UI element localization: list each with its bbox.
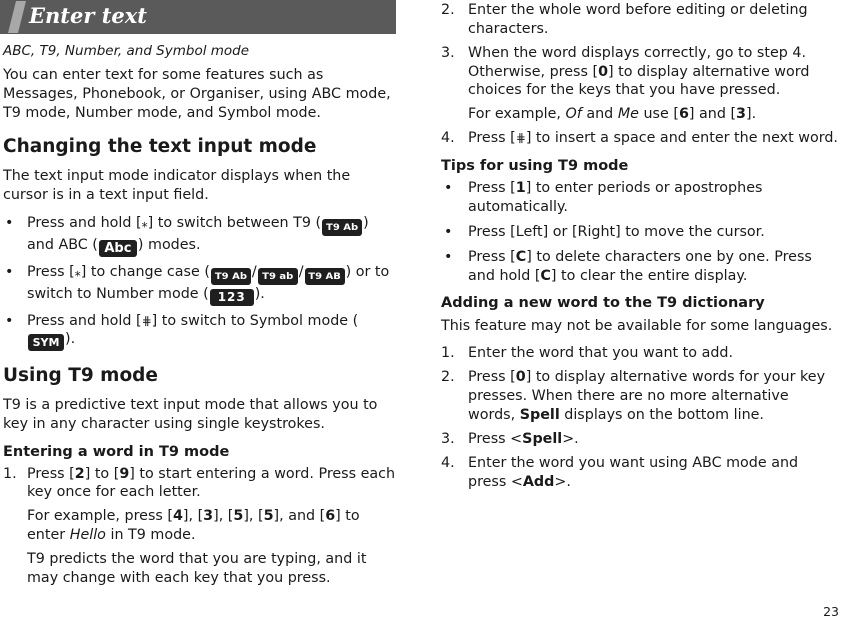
list-item: • Press [1] to enter periods or apostrophes automatically. bbox=[441, 179, 839, 217]
left-column bbox=[0, 0, 396, 597]
t9-mode-icon: T9 Ab bbox=[322, 219, 362, 236]
dictionary-paragraph: This feature may not be available for some languages. bbox=[441, 317, 833, 334]
changing-mode-paragraph: The text input mode indicator displays when the cursor is in a text input field. bbox=[3, 167, 351, 203]
hash-key-icon: ⋕ bbox=[141, 313, 152, 328]
list-item: 1. Press [2] to [9] to start entering a word. Press each key once for each letter. For example, press [4], [3], [5], [5], and [6] to enter Hello in T9 mode. T9 predicts the word that you are typing, and it may change with each key that you press. bbox=[3, 465, 396, 586]
list-item: 2. Press [0] to display alternative words for your key presses. When there are no more alternative words, Spell displays on the bottom line. bbox=[441, 369, 826, 423]
title-bar bbox=[0, 0, 396, 34]
t9-initial-cap-icon: T9 Ab bbox=[211, 268, 251, 285]
page-title: Enter text bbox=[29, 3, 147, 28]
star-key-icon: ⁎ bbox=[141, 215, 148, 230]
star-key-icon: ⁎ bbox=[74, 264, 81, 279]
list-item: • Press and hold [⋕] to switch to Symbol mode (SYM ). bbox=[0, 312, 396, 352]
list-item: • Press [C] to delete characters one by one. Press and hold [C] to clear the entire display. bbox=[441, 248, 839, 286]
dictionary-steps bbox=[441, 344, 839, 491]
example-line: For example, press [4], [3], [5], [5], and [6] to enter Hello in T9 mode. bbox=[27, 508, 360, 544]
list-item: • Press [Left] or [Right] to move the cursor. bbox=[441, 223, 839, 242]
list-item: 2. Enter the whole word before editing or deleting characters. bbox=[441, 2, 808, 37]
right-column bbox=[441, 0, 839, 500]
list-item: 3. Press <Spell>. bbox=[441, 430, 579, 447]
list-item: 4. Enter the word you want using ABC mode and press <Add>. bbox=[441, 454, 799, 490]
t9-paragraph: T9 is a predictive text input mode that allows you to key in any character using single keystrokes. bbox=[3, 396, 378, 432]
list-item: 4. Press [⋕] to insert a space and enter the next word. bbox=[441, 130, 838, 147]
list-item: 1. Enter the word that you want to add. bbox=[441, 345, 734, 362]
page-number: 23 bbox=[823, 603, 839, 619]
title-stripe bbox=[8, 1, 26, 33]
list-item: 3. When the word displays correctly, go to step 4. Otherwise, press [0] to display alternative word choices for the keys that you have pressed. For example, Of and Me use [6] and [3]. bbox=[441, 44, 839, 124]
sub-heading-dictionary: Adding a new word to the T9 dictionary bbox=[441, 295, 765, 312]
symbol-mode-icon: SYM bbox=[28, 334, 64, 351]
page-subtitle: ABC, T9, Number, and Symbol mode bbox=[3, 43, 250, 59]
section-heading-changing-mode: Changing the text input mode bbox=[3, 136, 317, 158]
abc-mode-icon: Abc bbox=[99, 240, 137, 257]
sub-heading-tips: Tips for using T9 mode bbox=[441, 158, 629, 175]
prediction-note: T9 predicts the word that you are typing, and it may change with each key that you press. bbox=[27, 551, 367, 586]
entering-word-steps bbox=[0, 465, 396, 588]
t9-uppercase-icon: T9 AB bbox=[305, 268, 345, 285]
sub-heading-entering-word: Entering a word in T9 mode bbox=[3, 443, 230, 460]
list-item: • Press and hold [⁎] to switch between T9 ( T9 Ab ) and ABC ( Abc ) modes. bbox=[0, 214, 396, 257]
section-heading-t9: Using T9 mode bbox=[3, 365, 158, 387]
example-line: For example, Of and Me use [6] and [3]. bbox=[468, 106, 757, 123]
hash-key-icon: ⋕ bbox=[515, 131, 526, 146]
t9-lowercase-icon: T9 ab bbox=[258, 268, 298, 285]
mode-switch-list bbox=[0, 214, 396, 352]
list-item: • Press [⁎] to change case ( T9 Ab / T9 ab / T9 AB ) or to switch to Number mode ( 123 ). bbox=[0, 263, 396, 306]
intro-paragraph: You can enter text for some features such as Messages, Phonebook, or Organiser, using ABC mode, T9 mode, Number mode, and Symbol mode. bbox=[3, 66, 391, 121]
number-mode-icon: 123 bbox=[210, 289, 254, 306]
tips-list bbox=[441, 179, 839, 285]
entering-word-steps-continued bbox=[441, 1, 839, 148]
